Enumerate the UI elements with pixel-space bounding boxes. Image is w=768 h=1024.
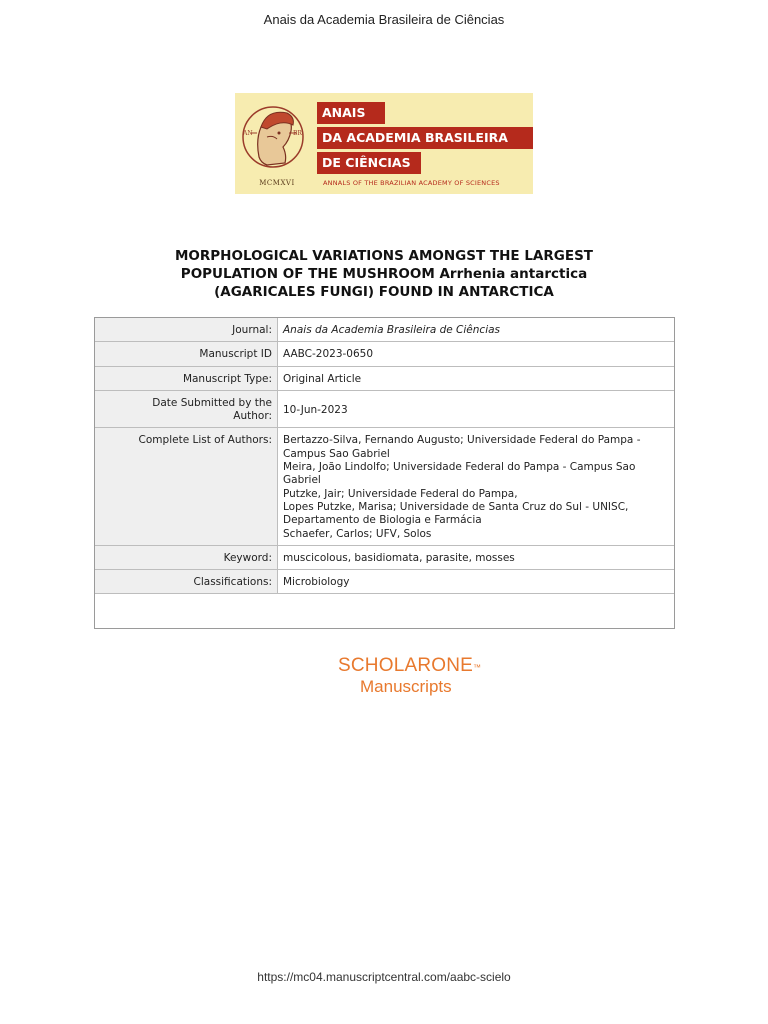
svg-text:AN: AN xyxy=(243,130,253,137)
table-row-keyword xyxy=(95,545,674,569)
scholarone-word: SCHOLARONE xyxy=(338,655,474,676)
author-line: Gabriel xyxy=(283,474,321,487)
athena-head-emblem-icon xyxy=(237,97,309,181)
table-row-journal xyxy=(95,318,674,342)
journal-label: Journal: xyxy=(95,318,278,342)
table-row-authors xyxy=(95,428,674,545)
logo-line-1: ANAIS xyxy=(317,102,385,124)
keyword-label: Keyword: xyxy=(95,545,278,569)
title-line-2 xyxy=(0,265,768,283)
author-line: Putzke, Jair; Universidade Federal do Pampa, xyxy=(283,487,518,500)
date-label-line-2: Author: xyxy=(233,410,272,423)
journal-value: Anais da Academia Brasileira de Ciências xyxy=(278,318,675,342)
authors-value xyxy=(278,428,675,545)
author-line: Bertazzo-Silva, Fernando Augusto; Universidade Federal do Pampa - xyxy=(283,434,641,447)
date-submitted-label xyxy=(95,390,278,428)
date-label-line-1: Date Submitted by the xyxy=(152,396,272,409)
manuscript-id-label: Manuscript ID xyxy=(95,342,278,366)
logo-line-3: DE CIÊNCIAS xyxy=(317,152,421,174)
classifications-value: Microbiology xyxy=(278,570,675,594)
title-line-2-prefix: POPULATION OF THE MUSHROOM xyxy=(180,266,440,282)
scholarone-logo xyxy=(338,655,481,697)
logo-tagline: ANNALS OF THE BRAZILIAN ACADEMY OF SCIENCES xyxy=(323,179,500,187)
footer-url: https://mc04.manuscriptcentral.com/aabc-scielo xyxy=(257,970,511,984)
date-submitted-value: 10-Jun-2023 xyxy=(278,390,675,428)
manuscript-metadata-table xyxy=(94,317,675,629)
keyword-value: muscicolous, basidiomata, parasite, mosses xyxy=(278,545,675,569)
table-row-classifications xyxy=(95,570,674,594)
trademark-symbol: ™ xyxy=(473,663,482,672)
species-name: Arrhenia antarctica xyxy=(439,266,588,282)
svg-text:BR: BR xyxy=(293,130,302,137)
manuscript-type-label: Manuscript Type: xyxy=(95,366,278,390)
manuscript-type-value: Original Article xyxy=(278,366,675,390)
journal-logo xyxy=(235,93,533,194)
table-row-manuscript-id xyxy=(95,342,674,366)
table-row-date-submitted xyxy=(95,390,674,428)
title-line-3: (AGARICALES FUNGI) FOUND IN ANTARCTICA xyxy=(214,284,554,300)
classifications-label: Classifications: xyxy=(95,570,278,594)
running-header: Anais da Academia Brasileira de Ciências xyxy=(263,12,505,27)
logo-year-roman: MCMXVI xyxy=(259,179,295,187)
author-line: Meira, João Lindolfo; Universidade Federal do Pampa - Campus Sao xyxy=(283,461,636,474)
authors-label: Complete List of Authors: xyxy=(95,428,278,545)
manuscript-id-value: AABC-2023-0650 xyxy=(278,342,675,366)
logo-line-2: DA ACADEMIA BRASILEIRA xyxy=(317,127,533,149)
author-line: Departamento de Biologia e Farmácia xyxy=(283,514,482,527)
scholarone-wordmark xyxy=(338,655,481,677)
table-row-manuscript-type xyxy=(95,366,674,390)
author-line: Campus Sao Gabriel xyxy=(283,447,390,460)
manuscripts-word: Manuscripts xyxy=(360,677,452,696)
author-line: Schaefer, Carlos; UFV, Solos xyxy=(283,527,432,540)
title-line-1: MORPHOLOGICAL VARIATIONS AMONGST THE LARGEST xyxy=(174,248,594,264)
manuscript-title xyxy=(0,247,768,301)
author-line: Lopes Putzke, Marisa; Universidade de Santa Cruz do Sul - UNISC, xyxy=(283,500,629,513)
